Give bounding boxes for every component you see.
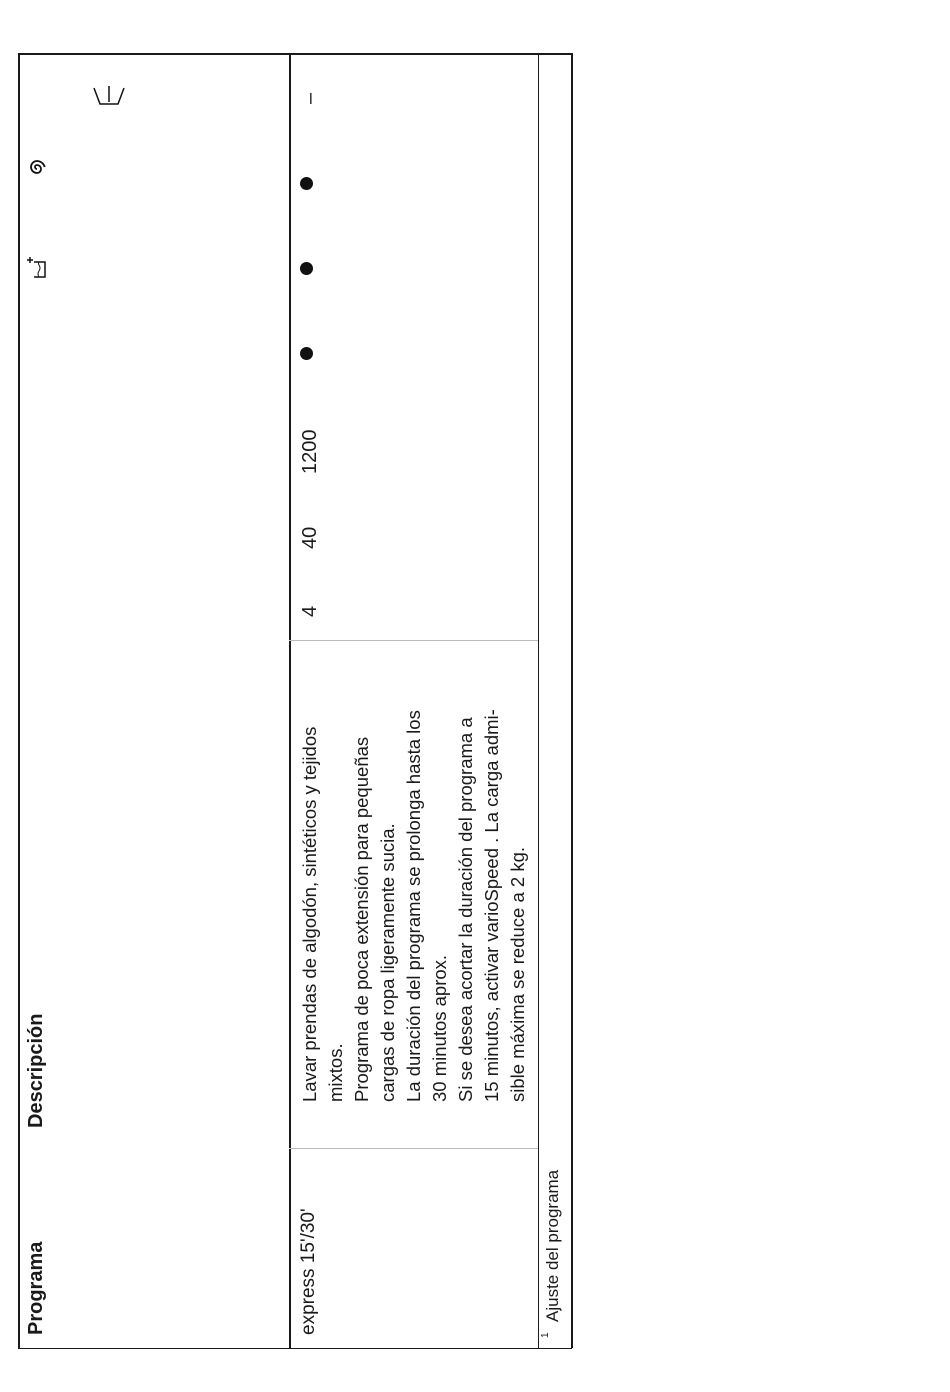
load-value: 4 bbox=[299, 605, 321, 617]
drain-icon bbox=[92, 82, 126, 110]
program-description bbox=[297, 709, 531, 1102]
spin-icon bbox=[26, 156, 48, 178]
option-dot bbox=[300, 262, 313, 275]
description-line: Lavar prendas de algodón, sintéticos y tejidos bbox=[299, 726, 320, 1102]
program-name: express 15'/30' bbox=[298, 1208, 319, 1335]
spin-speed-value: 1200 bbox=[299, 429, 321, 474]
option-dot bbox=[300, 177, 313, 190]
header-programa: Programa bbox=[25, 1241, 47, 1335]
description-line: Programa de poca extensión para pequeñas bbox=[351, 736, 372, 1102]
description-line: cargas de ropa ligeramente sucia. bbox=[377, 823, 398, 1102]
footnote-marker: 1 bbox=[540, 1332, 551, 1338]
description-line: La duración del programa se prolonga hasta los bbox=[403, 710, 424, 1102]
description-line: Si se desea acortar la duración del programa a bbox=[455, 717, 476, 1102]
column-divider bbox=[289, 1148, 538, 1149]
description-line: mixtos. bbox=[325, 1043, 346, 1102]
header-row-separator bbox=[289, 53, 291, 1348]
footnote-rule bbox=[571, 53, 573, 1348]
table-bottom-rule bbox=[18, 1348, 572, 1349]
description-line: 30 minutos aprox. bbox=[429, 954, 450, 1102]
description-line: 15 minutos, activar varioSpeed . La carga admi- bbox=[481, 709, 502, 1102]
drain-value: – bbox=[299, 92, 321, 104]
column-divider bbox=[289, 640, 538, 641]
footnote-text: Ajuste del programa bbox=[543, 1169, 562, 1322]
header-left-rule bbox=[18, 53, 20, 1348]
body-row-separator bbox=[538, 53, 539, 1348]
description-line: sible máxima se reduce a 2 kg. bbox=[507, 846, 528, 1102]
temperature-value: 40 bbox=[299, 526, 321, 549]
option-dot bbox=[300, 347, 313, 360]
detergent-plus-icon bbox=[26, 255, 50, 281]
header-descripcion: Descripción bbox=[25, 1013, 47, 1128]
table-top-rule bbox=[18, 53, 572, 55]
